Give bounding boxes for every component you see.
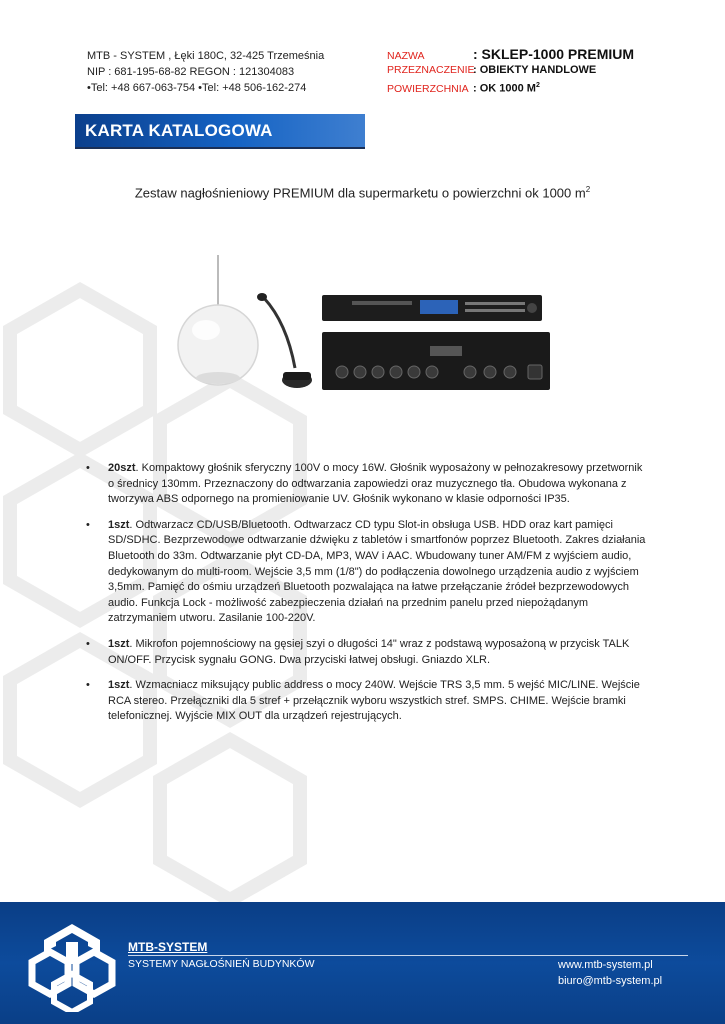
spec-row-przeznaczenie <box>387 62 634 78</box>
item-list <box>86 461 646 735</box>
list-item-text <box>108 678 646 725</box>
company-address: MTB - SYSTEM , Łęki 180C, 32-425 Trzemeśnia <box>87 50 325 62</box>
item-quantity: 1szt <box>108 679 130 692</box>
list-item-text <box>108 637 646 668</box>
item-quantity: 20szt <box>108 462 136 474</box>
banner-title: KARTA KATALOGOWA <box>85 121 273 140</box>
footer-contact <box>558 957 662 989</box>
footer-brand: MTB-SYSTEM <box>128 940 208 954</box>
bullet: • <box>86 637 90 650</box>
bullet: • <box>86 462 90 474</box>
footer-tagline: SYSTEMY NAGŁOŚNIEŃ BUDYNKÓW <box>128 958 315 970</box>
item-description: . Mikrofon pojemnościowy na gęsiej szyi o długości 14" wraz z podstawą wyposażoną w przycisk TALK ON/OFF. Przycisk sygnału GONG. Dwa przyciski łatwej obsługi. Gniazdo XLR. <box>108 637 630 666</box>
item-description: . Odtwarzacz CD/USB/Bluetooth. Odtwarzacz CD typu Slot-in obsługa USB. HDD oraz kart pamięci SD/SDHC. Bezprzewodowe odtwarzanie dźwięku z tabletów i smartfonów poprzez Bluetooth. Zakres działania Bluetooth do 33m. Odtwarzanie płyt CD-DA, MP3, WAV i AAC. Wbudowany tuner AM/FM z wyjściem audio, dedykowanym do multi-room. Wejście 3,5 mm (1/8") do podłączenia dowolnego urządzenia audio z wyjściem 3,5mm. Pamięć do ośmiu urządzeń Bluetooth pozwalająca na łatwe przełączanie źródeł bezprzewodowych audio. Funkcja Lock - możliwość zabezpieczenia działań na przednim panelu przed niepożądanym zatrzymaniem utworu. Zasilanie 100-220V. <box>108 518 646 625</box>
amplifier-image <box>322 332 550 390</box>
spec-row-nazwa <box>387 46 634 62</box>
spec-value-przeznaczenie: : OBIEKTY HANDLOWE <box>473 64 597 76</box>
item-quantity: 1szt <box>108 518 130 531</box>
subtitle-sup: 2 <box>585 185 591 194</box>
spec-label-nazwa: NAZWA <box>387 50 425 62</box>
sphere-speaker-image <box>178 255 258 385</box>
website-link[interactable]: www.mtb-system.pl <box>558 959 653 971</box>
item-quantity: 1szt <box>108 637 130 650</box>
bullet: • <box>86 679 90 692</box>
product-image <box>170 250 560 400</box>
cd-player-image <box>322 295 542 321</box>
spec-label-powierzchnia: POWIERZCHNIA <box>387 82 469 95</box>
product-specs <box>387 46 634 94</box>
spec-value-nazwa: : SKLEP-1000 PREMIUM <box>473 46 635 62</box>
item-description: . Wzmacniacz miksujący public address o mocy 240W. Wejście TRS 3,5 mm. 5 wejść MIC/LINE. Wejście RCA stereo. Przełączniki dla 5 stref + przełącznik wyboru wszystkich stref. SMPS. CHIME. Wejście bramki telefonicznej. Wyjście MIX OUT dla urządzeń rejestrujących. <box>108 679 640 723</box>
spec-label-przeznaczenie: PRZEZNACZENIE <box>387 64 475 76</box>
list-item <box>86 678 646 725</box>
list-item <box>86 637 646 668</box>
catalog-banner <box>75 114 365 148</box>
company-logo-icon <box>28 922 116 1012</box>
list-item <box>86 461 646 508</box>
set-description <box>0 185 725 200</box>
company-phones: •Tel: +48 667-063-754 •Tel: +48 506-162-274 <box>87 82 307 94</box>
list-item-text <box>108 461 646 508</box>
spec-value-powierzchnia-sup: 2 <box>535 82 540 89</box>
microphone-image <box>257 293 312 388</box>
item-description: . Kompaktowy głośnik sferyczny 100V o mocy 16W. Głośnik wyposażony w pełnozakresowy przetwornik o średnicy 130mm. Przeznaczony do odtwarzania zapowiedzi oraz muzycznego tła. Obudowa wykonana z tworzywa ABS odpornego na promieniowanie UV. Głośnik wykonano w klasie odporności IP35. <box>108 462 643 506</box>
subtitle-text: Zestaw nagłośnieniowy PREMIUM dla supermarketu o powierzchni ok 1000 m <box>134 185 586 201</box>
email-link[interactable]: biuro@mtb-system.pl <box>558 975 663 987</box>
list-item <box>86 518 646 627</box>
spec-value-powierzchnia <box>473 78 540 97</box>
spec-value-powierzchnia-text: : OK 1000 M <box>473 82 536 95</box>
footer <box>0 902 725 1024</box>
spec-row-powierzchnia <box>387 78 634 94</box>
footer-divider <box>128 955 688 956</box>
bullet: • <box>86 518 90 531</box>
company-ids: NIP : 681-195-68-82 REGON : 121304083 <box>87 66 295 78</box>
banner-underline <box>75 147 365 149</box>
company-info <box>87 48 324 96</box>
list-item-text <box>108 518 646 627</box>
